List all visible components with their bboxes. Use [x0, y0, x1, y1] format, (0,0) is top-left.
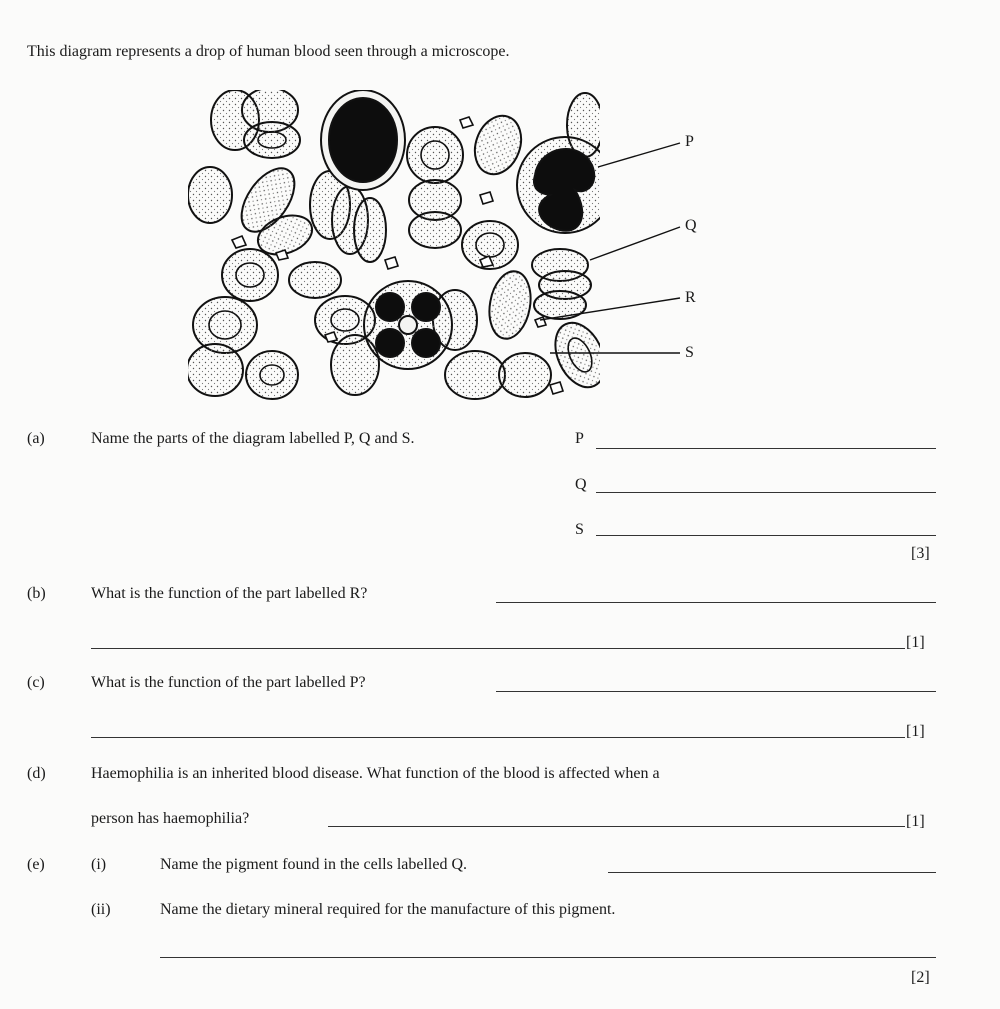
- answer-line-c2[interactable]: [91, 737, 905, 738]
- question-e-i-text: Name the pigment found in the cells labelled Q.: [160, 856, 468, 873]
- answer-line-s[interactable]: [596, 535, 936, 536]
- question-b-number: (b): [27, 585, 46, 602]
- answer-label-q: Q: [575, 476, 587, 493]
- answer-line-b1[interactable]: [496, 602, 936, 603]
- question-e-number: (e): [27, 856, 45, 873]
- marks-d: [1]: [906, 813, 925, 830]
- answer-line-e-ii[interactable]: [160, 957, 936, 958]
- phagocyte-cell: [517, 137, 613, 233]
- question-e-ii-text: Name the dietary mineral required for the manufacture of this pigment.: [160, 901, 616, 918]
- answer-line-p[interactable]: [596, 448, 936, 449]
- marks-a: [3]: [911, 545, 930, 562]
- marks-e: [2]: [911, 969, 930, 986]
- question-a-number: (a): [27, 430, 45, 447]
- intro-text: This diagram represents a drop of human blood seen through a microscope.: [27, 43, 510, 60]
- question-c-number: (c): [27, 674, 45, 691]
- diagram-label-r: R: [685, 289, 696, 306]
- question-d-text-line1: Haemophilia is an inherited blood disease. What function of the blood is affected when a: [91, 765, 660, 782]
- answer-label-p: P: [575, 430, 584, 447]
- diagram-label-q: Q: [685, 217, 697, 234]
- lymphocyte-cell: [321, 90, 405, 190]
- answer-line-c1[interactable]: [496, 691, 936, 692]
- marks-c: [1]: [906, 723, 925, 740]
- leader-line-p: [598, 143, 680, 167]
- diagram-label-s: S: [685, 344, 694, 361]
- leader-line-q: [590, 227, 680, 260]
- question-d-number: (d): [27, 765, 46, 782]
- question-b-text: What is the function of the part labelled R?: [91, 585, 368, 602]
- question-d-text-line2: person has haemophilia?: [91, 810, 250, 827]
- answer-line-d[interactable]: [328, 826, 905, 827]
- question-c-text: What is the function of the part labelled P?: [91, 674, 366, 691]
- question-e-i-number: (i): [91, 856, 107, 873]
- question-e-ii-number: (ii): [91, 901, 111, 918]
- answer-line-b2[interactable]: [91, 648, 905, 649]
- blood-cells-diagram: [180, 85, 720, 405]
- question-a-text: Name the parts of the diagram labelled P, Q and S.: [91, 430, 415, 447]
- diagram-label-p: P: [685, 133, 694, 150]
- answer-line-q[interactable]: [596, 492, 936, 493]
- marks-b: [1]: [906, 634, 925, 651]
- answer-line-e-i[interactable]: [608, 872, 936, 873]
- answer-label-s: S: [575, 521, 584, 538]
- granulocyte-cell: [364, 281, 452, 369]
